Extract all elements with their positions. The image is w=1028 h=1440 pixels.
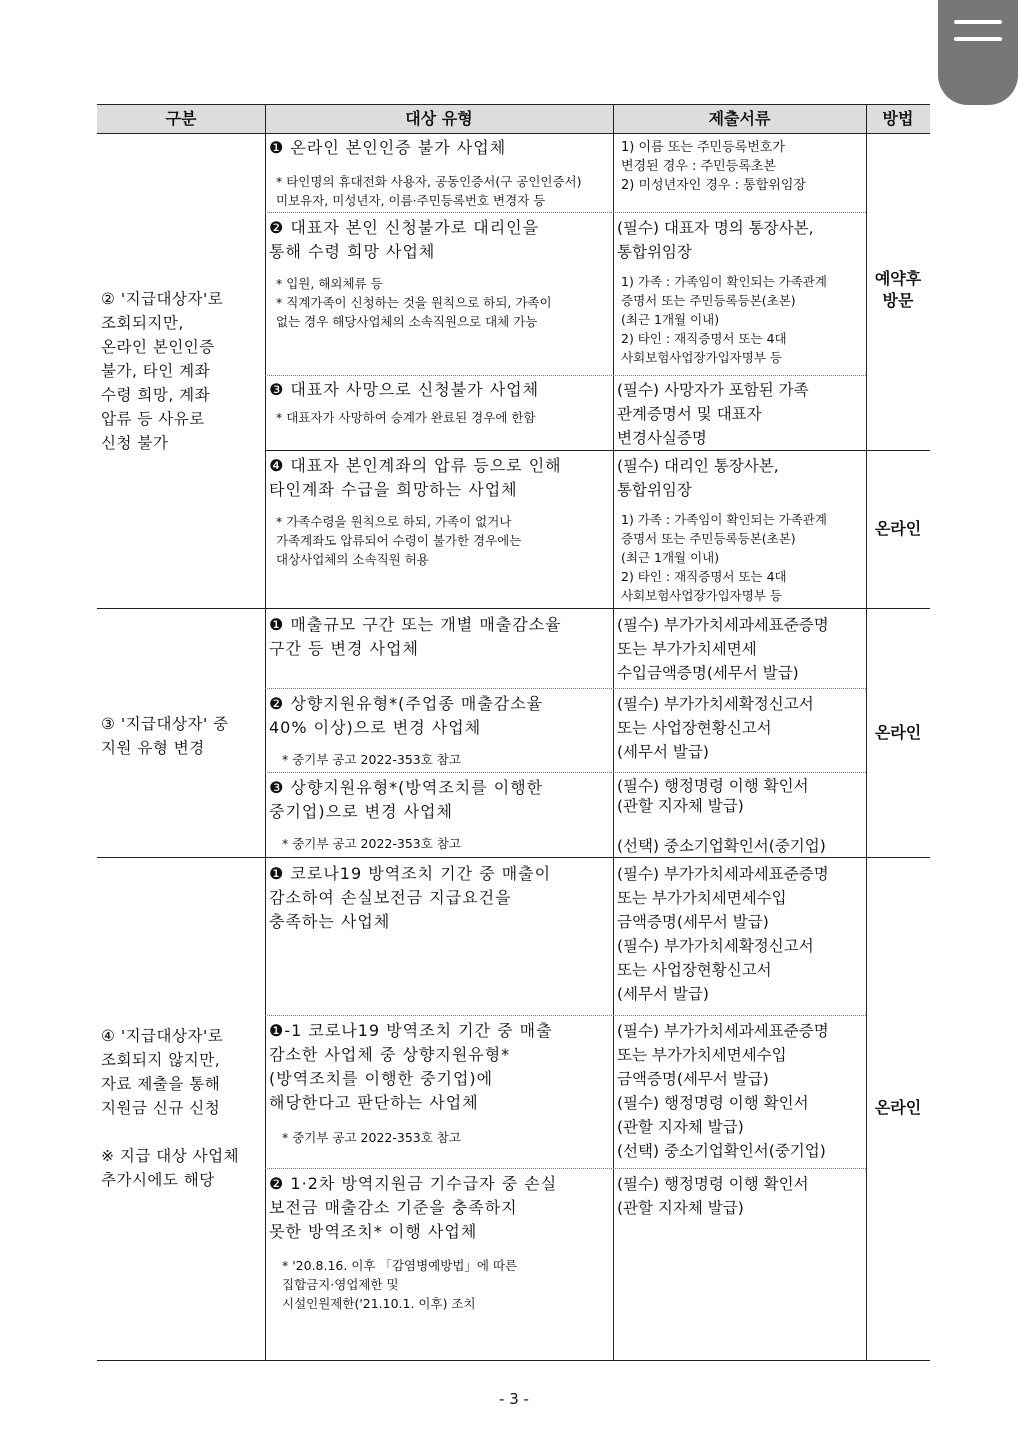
header-documents: 제출서류 [613, 105, 866, 133]
item-title: ❶ 매출규모 구간 또는 개별 매출감소율 구간 등 변경 사업체 [269, 615, 562, 658]
item-title: ❷ 1·2차 방역지원금 기수급자 중 손실 보전금 매출감소 기준을 충족하지 못한 방역조치* 이행 사업체 [269, 1174, 558, 1241]
docs: 1) 이름 또는 주민등록번호가 변경된 경우 : 주민등록초본 2) 미성년자인 경우 : 통합위임장 [621, 140, 806, 193]
item-note: * 타인명의 휴대전화 사용자, 공동인증서(구 공인인증서) 미보유자, 미성년자, 이름·주민등록번호 변경자 등 [276, 174, 582, 208]
docs: (필수) 부가가치세과세표준증명 또는 부가가치세면세수입 금액증명(세무서 발급) (필수) 부가가치세확정신고서 또는 사업장현황신고서 (세무서 발급) [617, 865, 829, 1003]
docs: (필수) 부가가치세확정신고서 또는 사업장현황신고서 (세무서 발급) [617, 695, 814, 761]
category-label: ④ '지급대상자'로 조회되지 않지만, 자료 제출을 통해 지원금 신규 신청 ※ 지급 대상 사업체 추가시에도 해당 [101, 1027, 240, 1189]
item-note: * '20.8.16. 이후 「감염병예방법」에 따른 집합금지·영업제한 및 시설인원제한('21.10.1. 이후) 조치 [282, 1258, 518, 1311]
header-method: 방법 [866, 105, 930, 133]
method-label: 예약후 방문 [874, 269, 922, 310]
item-title: ❹ 대표자 본인계좌의 압류 등으로 인해 타인계좌 수급을 희망하는 사업체 [269, 456, 562, 499]
item-title: ❷ 상향지원유형*(주업종 매출감소율 40% 이상)으로 변경 사업체 [269, 694, 544, 737]
item-title: ❸ 대표자 사망으로 신청불가 사업체 [269, 380, 540, 399]
item-note: * 중기부 공고 2022-353호 참고 [282, 836, 461, 851]
docs: (필수) 부가가치세과세표준증명 또는 부가가치세면세 수입금액증명(세무서 발급) [617, 616, 829, 682]
item-note: * 입원, 해외체류 등 * 직계가족이 신청하는 것을 원칙으로 하되, 가족이 없는 경우 해당사업체의 소속직원으로 대체 가능 [276, 276, 552, 329]
method-label: 온라인 [874, 723, 922, 742]
docs-note: 1) 가족 : 가족임이 확인되는 가족관계 증명서 또는 주민등록등본(초본) (최근 1개월 이내) 2) 타인 : 재직증명서 또는 4대 사회보험사업장가입자명부 등 [621, 274, 827, 365]
category-label: ② '지급대상자'로 조회되지만, 온라인 본인인증 불가, 타인 계좌 수령 희망, 계좌 압류 등 사유로 신청 불가 [101, 290, 224, 452]
docs: (필수) 대표자 명의 통장사본, 통합위임장 [617, 219, 814, 261]
item-note: * 중기부 공고 2022-353호 참고 [282, 1130, 461, 1145]
docs: (필수) 사망자가 포함된 가족 관계증명서 및 대표자 변경사실증명 [617, 381, 809, 447]
menu-icon-bar [954, 37, 1002, 41]
menu-icon [954, 20, 1002, 24]
docs: (필수) 행정명령 이행 확인서 (관할 지자체 발급) (선택) 중소기업확인서(중기업) [617, 777, 826, 855]
item-title: ❸ 상향지원유형*(방역조치를 이행한 중기업)으로 변경 사업체 [269, 778, 544, 821]
header-category: 구분 [97, 105, 265, 133]
method-label: 온라인 [874, 519, 922, 538]
item-note: * 대표자가 사망하여 승계가 완료된 경우에 한함 [276, 410, 536, 425]
category-label: ③ '지급대상자' 중 지원 유형 변경 [101, 715, 229, 757]
page-number: - 3 - [499, 1390, 529, 1408]
item-note: * 중기부 공고 2022-353호 참고 [282, 752, 461, 767]
menu-button[interactable] [938, 0, 1018, 105]
docs: (필수) 행정명령 이행 확인서 (관할 지자체 발급) [617, 1175, 809, 1217]
header-target-type: 대상 유형 [265, 105, 613, 133]
item-title: ❶ 온라인 본인인증 불가 사업체 [269, 138, 507, 157]
docs-note: 1) 가족 : 가족임이 확인되는 가족관계 증명서 또는 주민등록등본(초본) (최근 1개월 이내) 2) 타인 : 재직증명서 또는 4대 사회보험사업장가입자명부 등 [621, 512, 827, 603]
docs: (필수) 부가가치세과세표준증명 또는 부가가치세면세수입 금액증명(세무서 발급) (필수) 행정명령 이행 확인서 (관할 지자체 발급) (선택) 중소기업확인서(중기업) [617, 1022, 829, 1160]
item-title: ❷ 대표자 본인 신청불가로 대리인을 통해 수령 희망 사업체 [269, 218, 540, 261]
item-title: ❶ 코로나19 방역조치 기간 중 매출이 감소하여 손실보전금 지급요건을 충족하는 사업체 [269, 864, 552, 931]
item-title: ❶-1 코로나19 방역조치 기간 중 매출 감소한 사업체 중 상향지원유형* (방역조치를 이행한 중기업)에 해당한다고 판단하는 사업체 [269, 1021, 553, 1112]
method-label: 온라인 [874, 1098, 922, 1117]
item-note: * 가족수령을 원칙으로 하되, 가족이 없거나 가족계좌도 압류되어 수령이 불가한 경우에는 대상사업체의 소속직원 허용 [276, 514, 522, 567]
docs: (필수) 대리인 통장사본, 통합위임장 [617, 457, 779, 499]
